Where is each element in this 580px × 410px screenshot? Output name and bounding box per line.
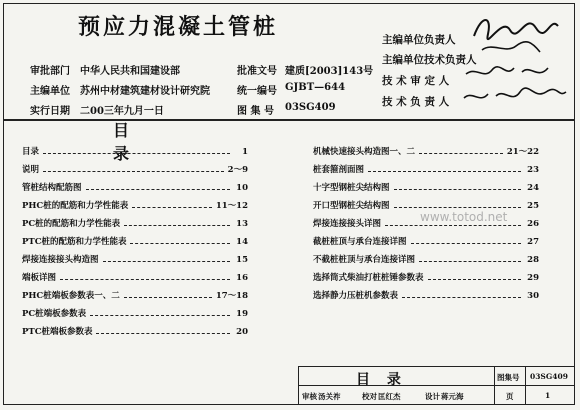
toc-item-title: 截桩桩顶与承台连接详图 [313, 237, 407, 247]
toc-item[interactable] [22, 247, 248, 265]
toc-item[interactable] [313, 193, 539, 211]
toc-column-left [22, 139, 248, 337]
title-block-mid [298, 385, 575, 386]
toc-item-page: 24 [527, 183, 539, 193]
toc-item-page: 16 [236, 273, 248, 283]
info-value-editor-unit: 苏州中材建筑建材设计研究院 [80, 86, 210, 97]
toc-item-title: 桩套箍剖面图 [313, 165, 365, 175]
atlas-no-value: 03SG409 [530, 372, 568, 381]
toc-item[interactable] [22, 283, 248, 301]
info-value-approval-no: 建质[2003]143号 [285, 66, 374, 77]
toc-item-title: 管桩结构配筋图 [22, 183, 82, 193]
toc-item-page: 17～18 [215, 291, 248, 301]
toc-item[interactable] [22, 229, 248, 247]
toc-item[interactable] [22, 301, 248, 319]
toc-item-title: 开口型钢桩尖结构图 [313, 201, 390, 211]
title-block-divider [525, 366, 526, 404]
toc-item-page: 21～22 [506, 147, 539, 157]
review-label: 审核 [302, 392, 317, 401]
design-label: 设计 [425, 392, 440, 401]
toc-item-title: PC桩的配筋和力学性能表 [22, 219, 121, 229]
info-label-unified-no: 统一编号 [237, 86, 277, 97]
toc-item-page: 2～9 [227, 165, 248, 175]
info-label-editor-unit: 主编单位 [30, 86, 70, 97]
toc-item-title: 机械快速接头构造图一、二 [313, 147, 416, 157]
toc-item-title: PHC桩端板参数表一、二 [22, 291, 120, 301]
toc-item[interactable] [22, 265, 248, 283]
toc-item-page: 1 [242, 147, 248, 157]
toc-item[interactable] [313, 229, 539, 247]
info-value-atlas-no: 03SG409 [285, 102, 336, 113]
toc-item[interactable] [313, 265, 539, 283]
toc-item-page: 15 [236, 255, 248, 265]
title-block-top [298, 366, 575, 367]
info-value-effective-date: 二00三年九月一日 [80, 106, 164, 117]
resp-label-editor-head: 主编单位负责人 [382, 34, 456, 46]
toc-item[interactable] [22, 193, 248, 211]
toc-item-page: 13 [236, 219, 248, 229]
toc-item[interactable] [22, 175, 248, 193]
info-label-effective-date: 实行日期 [30, 106, 70, 117]
design-name: 蒋元海 [441, 392, 464, 401]
watermark: www.totod.net [420, 210, 508, 224]
toc-item-page: 29 [527, 273, 539, 283]
resp-label-tech-lead: 技 术 负 责 人 [382, 96, 450, 108]
toc-item-page: 30 [527, 291, 539, 301]
review-name: 汤关祚 [318, 392, 341, 401]
toc-item-title: 焊接连接接头详图 [313, 219, 382, 229]
toc-item-page: 26 [527, 219, 539, 229]
check-name: 匡红杰 [378, 392, 401, 401]
toc-item-title: 目录 [22, 147, 40, 157]
toc-item-title: 选择静力压桩机参数表 [313, 291, 399, 301]
toc-item[interactable] [313, 139, 539, 157]
info-label-approval-dept: 审批部门 [30, 66, 70, 77]
resp-label-reviewer: 技 术 审 定 人 [382, 75, 450, 87]
check-label: 校对 [362, 392, 377, 401]
resp-label-tech-head: 主编单位技术负责人 [382, 54, 477, 66]
toc-item-page: 27 [527, 237, 539, 247]
toc-item-title: PTC桩的配筋和力学性能表 [22, 237, 127, 247]
toc-item[interactable] [22, 157, 248, 175]
toc-item-title: 端板详图 [22, 273, 57, 283]
toc-item-page: 23 [527, 165, 539, 175]
toc-item-title: 焊接连接接头构造图 [22, 255, 99, 265]
toc-item[interactable] [22, 139, 248, 157]
toc-item[interactable] [22, 319, 248, 337]
toc-heading: 目 录 [112, 121, 137, 163]
atlas-no-label: 图集号 [497, 373, 520, 382]
toc-item[interactable] [313, 157, 539, 175]
info-value-approval-dept: 中华人民共和国建设部 [80, 66, 180, 77]
toc-item-title: PC桩端板参数表 [22, 309, 87, 319]
toc-item-title: PTC桩端板参数表 [22, 327, 93, 337]
toc-item-title: 十字型钢桩尖结构图 [313, 183, 390, 193]
toc-item-title: 不截桩桩顶与承台连接详图 [313, 255, 416, 265]
info-label-approval-no: 批准文号 [237, 66, 277, 77]
toc-item[interactable] [313, 175, 539, 193]
toc-item-page: 28 [527, 255, 539, 265]
toc-item-page: 20 [236, 327, 248, 337]
toc-item-page: 14 [236, 237, 248, 247]
toc-item[interactable] [313, 283, 539, 301]
toc-item-page: 11～12 [215, 201, 248, 211]
toc-item-title: 选择筒式柴油打桩桩锤参数表 [313, 273, 424, 283]
toc-item[interactable] [22, 211, 248, 229]
handwritten-signatures [462, 6, 572, 116]
toc-item-title: PHC桩的配筋和力学性能表 [22, 201, 129, 211]
atlas-title: 预应力混凝土管桩 [77, 14, 278, 40]
title-block-title: 目 录 [356, 372, 407, 388]
info-value-unified-no: GJBT—644 [285, 82, 346, 93]
page-label: 页 [506, 392, 514, 401]
toc-item-page: 19 [236, 309, 248, 319]
toc-item[interactable] [313, 247, 539, 265]
header-divider [3, 119, 575, 121]
page-value: 1 [545, 391, 551, 400]
toc-item-page: 10 [236, 183, 248, 193]
title-block-divider [494, 366, 495, 404]
toc-item-title: 说明 [22, 165, 40, 175]
info-label-atlas-no: 图 集 号 [237, 106, 274, 117]
toc-item-page: 25 [527, 201, 539, 211]
